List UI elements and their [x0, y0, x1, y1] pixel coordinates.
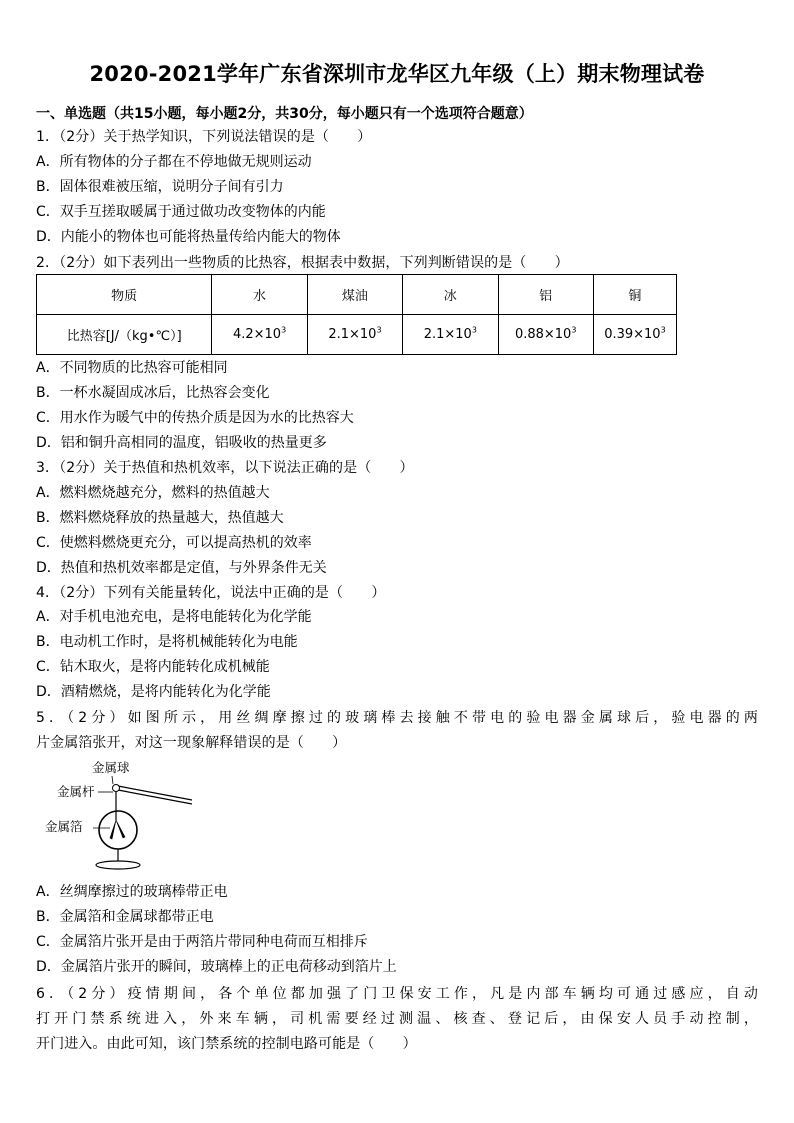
q2-option-c: C．用水作为暖气中的传热介质是因为水的比热容大 [36, 410, 354, 426]
q3-option-c: C．使燃料燃烧更充分，可以提高热机的效率 [36, 535, 312, 551]
q3-option-a: A．燃料燃烧越充分，燃料的热值越大 [36, 485, 270, 501]
metal-foil-right [116, 820, 125, 838]
electroscope-base [96, 861, 140, 869]
question-6-line1: 6．（2分）疫情期间，各个单位都加强了门卫保安工作，凡是内部车辆均可通过感应，自动 [36, 986, 758, 1002]
table-cell: $2.1\times 10^3$ [403, 315, 498, 355]
q4-option-a: A．对手机电池充电，是将电能转化为化学能 [36, 609, 312, 625]
table-cell: $0.39\times 10^3$ [593, 315, 676, 355]
table-cell: 物质 [37, 275, 212, 315]
q2-option-d: D．铝和铜升高相同的温度，铝吸收的热量更多 [36, 435, 327, 451]
q5-option-b: B．金属箔和金属球都带正电 [36, 909, 214, 925]
question-5-stem-line2: 片金属箔张开，对这一现象解释错误的是（ ） [36, 735, 347, 751]
question-5-stem-line1: 5．（2分）如图所示，用丝绸摩擦过的玻璃棒去接触不带电的验电器金属球后，验电器的两 [36, 710, 758, 726]
q2-option-b: B．一杯水凝固成冰后，比热容会变化 [36, 385, 270, 401]
q5-option-d: D．金属箔片张开的瞬间，玻璃棒上的正电荷移动到箔片上 [36, 959, 397, 975]
question-6-line3: 开门进入。由此可知，该门禁系统的控制电路可能是（ ） [36, 1036, 417, 1052]
question-3-stem: 3．（2分）关于热值和热机效率，以下说法正确的是（ ） [36, 460, 414, 476]
table-header-row [37, 275, 677, 315]
section-heading: 一、单选题（共15小题，每小题2分，共30分，每小题只有一个选项符合题意） [36, 106, 533, 122]
question-4-stem: 4．（2分）下列有关能量转化，说法中正确的是（ ） [36, 585, 386, 601]
glass-rod [118, 790, 192, 804]
q5-option-a: A．丝绸摩擦过的玻璃棒带正电 [36, 884, 228, 900]
electroscope-jar [99, 811, 137, 849]
table-cell: $0.88\times 10^3$ [498, 315, 593, 355]
q3-option-b: B．燃料燃烧释放的热量越大，热值越大 [36, 510, 284, 526]
q2-option-a: A．不同物质的比热容可能相同 [36, 360, 228, 376]
table-cell: $2.1\times 10^3$ [307, 315, 402, 355]
q1-option-d: D．内能小的物体也可能将热量传给内能大的物体 [36, 229, 341, 245]
specific-heat-table [36, 274, 677, 355]
table-row-label: 比热容[J/（kg•℃）] [37, 315, 212, 355]
q4-option-d: D．酒精燃烧，是将内能转化为化学能 [36, 684, 271, 700]
question-1-stem: 1．（2分）关于热学知识，下列说法错误的是（ ） [36, 129, 372, 145]
question-6-line2: 打开门禁系统进入，外来车辆，司机需要经过测温、核查、登记后，由保安人员手动控制， [36, 1011, 758, 1027]
table-cell: 水 [212, 275, 307, 315]
table-cell: $4.2\times 10^3$ [212, 315, 307, 355]
figure-label-metal-foil: 金属箔 [45, 819, 83, 834]
page-title: 2020-2021学年广东省深圳市龙华区九年级（上）期末物理试卷 [89, 62, 705, 86]
figure-label-metal-rod: 金属杆 [57, 784, 95, 799]
table-cell: 铝 [498, 275, 593, 315]
table-cell: 铜 [593, 275, 676, 315]
table-cell: 冰 [403, 275, 498, 315]
question-2-stem: 2．（2分）如下表列出一些物质的比热容，根据表中数据，下列判断错误的是（ ） [36, 255, 569, 271]
figure-label-metal-ball: 金属球 [92, 760, 130, 775]
q1-option-a: A．所有物体的分子都在不停地做无规则运动 [36, 154, 312, 170]
table-cell: 煤油 [307, 275, 402, 315]
q3-option-d: D．热值和热机效率都是定值，与外界条件无关 [36, 560, 327, 576]
q1-option-b: B．固体很难被压缩，说明分子间有引力 [36, 179, 284, 195]
metal-foil-left [110, 820, 116, 839]
q4-option-b: B．电动机工作时，是将机械能转化为电能 [36, 634, 298, 650]
table-row [37, 315, 677, 355]
q5-option-c: C．金属箔片张开是由于两箔片带同种电荷而互相排斥 [36, 934, 368, 950]
metal-ball [113, 785, 120, 792]
q4-option-c: C．钻木取火，是将内能转化成机械能 [36, 659, 270, 675]
electroscope-figure [40, 758, 220, 878]
q1-option-c: C．双手互搓取暖属于通过做功改变物体的内能 [36, 204, 326, 220]
